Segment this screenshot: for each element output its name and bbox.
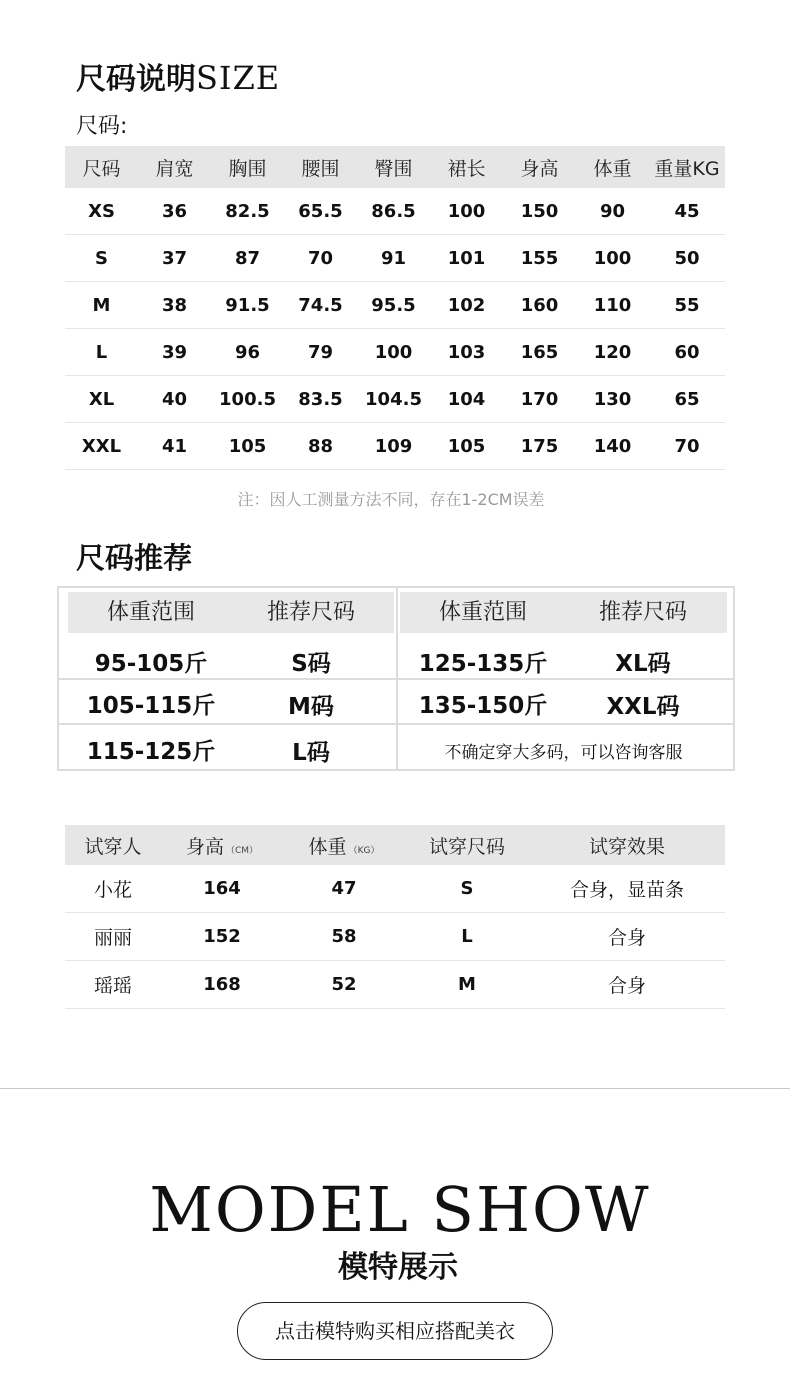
size-table-cell: 95.5 (357, 282, 430, 329)
size-table-row (65, 282, 725, 329)
trial-table-cell: 合身 (529, 961, 725, 1009)
size-table-cell: 120 (576, 329, 649, 376)
size-table (65, 146, 725, 470)
size-table-cell: 70 (649, 423, 725, 470)
size-table-cell: 140 (576, 423, 649, 470)
recommend-header-left (68, 592, 394, 633)
trial-table-row (65, 913, 725, 961)
size-table-cell: 101 (430, 235, 503, 282)
trial-header-cell: 体重 （KG） (283, 825, 405, 865)
recommend-header-cell: 推荐尺码 (598, 600, 687, 625)
trial-table-header (65, 825, 725, 865)
size-table-cell: 65.5 (284, 188, 357, 235)
size-table-cell: 109 (357, 423, 430, 470)
size-header-cell: 肩宽 (138, 146, 211, 188)
size-table-cell: 104 (430, 376, 503, 423)
trial-table-cell: 168 (161, 961, 283, 1009)
size-table-cell: 104.5 (357, 376, 430, 423)
trial-table (65, 825, 725, 1009)
size-table-cell: 70 (284, 235, 357, 282)
size-table-cell: 39 (138, 329, 211, 376)
recommend-section-title: 尺码推荐 (76, 541, 193, 575)
size-table-cell: L (65, 329, 138, 376)
size-header-cell: 体重 (576, 146, 649, 188)
size-table-cell: 170 (503, 376, 576, 423)
size-table-cell: 37 (138, 235, 211, 282)
size-table-cell: 100 (430, 188, 503, 235)
trial-header-cell: 试穿尺码 (405, 825, 529, 865)
size-table-cell: 100 (576, 235, 649, 282)
size-table-cell: S (65, 235, 138, 282)
size-table-cell: 60 (649, 329, 725, 376)
recommend-weight: 115-125斤 (86, 739, 216, 765)
size-header-cell: 胸围 (211, 146, 284, 188)
recommend-weight: 135-150斤 (418, 693, 548, 719)
trial-table-cell: 丽丽 (65, 913, 161, 961)
size-section-title (76, 58, 280, 100)
size-table-row (65, 423, 725, 470)
size-table-cell: 55 (649, 282, 725, 329)
size-table-header (65, 146, 725, 188)
size-table-cell: 90 (576, 188, 649, 235)
size-table-cell: 74.5 (284, 282, 357, 329)
size-header-cell: 腰围 (284, 146, 357, 188)
size-table-cell: 50 (649, 235, 725, 282)
unit-label: （KG） (348, 845, 380, 856)
size-table-cell: XXL (65, 423, 138, 470)
size-table-cell: 105 (430, 423, 503, 470)
size-header-cell: 身高 (503, 146, 576, 188)
size-table-cell: XS (65, 188, 138, 235)
model-show-title: MODEL SHOW (149, 1173, 651, 1246)
recommend-header-right (400, 592, 727, 633)
size-table-cell: 91 (357, 235, 430, 282)
size-table-cell: 79 (284, 329, 357, 376)
size-table-row (65, 376, 725, 423)
trial-table-cell: S (405, 865, 529, 913)
recommend-weight: 95-105斤 (94, 651, 208, 677)
recommend-weight: 125-135斤 (418, 651, 548, 677)
size-table-cell: 165 (503, 329, 576, 376)
size-header-cell: 裙长 (430, 146, 503, 188)
model-show-subtitle: 模特展示 (338, 1250, 458, 1285)
trial-table-cell: L (405, 913, 529, 961)
size-table-cell: 88 (284, 423, 357, 470)
trial-table-cell: 152 (161, 913, 283, 961)
trial-table-cell: 47 (283, 865, 405, 913)
recommend-size: M码 (288, 694, 334, 720)
size-table-cell: 40 (138, 376, 211, 423)
size-table-cell: 175 (503, 423, 576, 470)
size-table-cell: 87 (211, 235, 284, 282)
size-table-cell: 86.5 (357, 188, 430, 235)
recommend-header-cell: 推荐尺码 (266, 600, 355, 625)
trial-header-cell: 试穿人 (65, 825, 161, 865)
size-table-cell: 155 (503, 235, 576, 282)
measurement-note: 注：因人工测量方法不同，存在1-2CM误差 (237, 490, 545, 509)
size-table-cell: 45 (649, 188, 725, 235)
size-table-cell: 102 (430, 282, 503, 329)
trial-table-cell: 58 (283, 913, 405, 961)
size-table-cell: 100 (357, 329, 430, 376)
size-subtitle: 尺码: (76, 114, 128, 139)
size-table-cell: 150 (503, 188, 576, 235)
recommend-size: XXL码 (606, 694, 680, 720)
trial-table-row (65, 961, 725, 1009)
recommend-size: XL码 (615, 651, 671, 677)
size-table-cell: 160 (503, 282, 576, 329)
size-table-cell: 105 (211, 423, 284, 470)
trial-table-cell: 合身 (529, 913, 725, 961)
size-table-row (65, 329, 725, 376)
size-table-row (65, 188, 725, 235)
unit-label: （CM） (225, 845, 259, 856)
trial-header-cell: 试穿效果 (529, 825, 725, 865)
recommend-header-cell: 体重范围 (106, 600, 195, 625)
size-table-row (65, 235, 725, 282)
recommend-weight: 105-115斤 (86, 693, 216, 719)
size-table-cell: 83.5 (284, 376, 357, 423)
size-table-cell: M (65, 282, 138, 329)
recommend-row-divider (59, 678, 733, 680)
recommend-header-cell: 体重范围 (438, 600, 527, 625)
trial-table-cell: 52 (283, 961, 405, 1009)
size-table-cell: 36 (138, 188, 211, 235)
size-table-cell: 65 (649, 376, 725, 423)
size-header-cell: 尺码 (65, 146, 138, 188)
size-table-cell: 38 (138, 282, 211, 329)
size-table-cell: 96 (211, 329, 284, 376)
size-table-cell: 100.5 (211, 376, 284, 423)
size-header-cell: 臀围 (357, 146, 430, 188)
trial-table-cell: 小花 (65, 865, 161, 913)
trial-table-cell: 164 (161, 865, 283, 913)
size-title-en: SIZE (196, 59, 281, 97)
trial-table-cell: 合身，显苗条 (529, 865, 725, 913)
size-table-cell: 91.5 (211, 282, 284, 329)
trial-table-cell: M (405, 961, 529, 1009)
size-table-cell: 82.5 (211, 188, 284, 235)
section-divider (0, 1088, 790, 1089)
size-table-cell: XL (65, 376, 138, 423)
recommend-size: L码 (292, 740, 330, 766)
size-table-cell: 110 (576, 282, 649, 329)
recommend-size: S码 (291, 651, 331, 677)
recommend-row-divider (59, 723, 733, 725)
recommend-consult-note: 不确定穿大多码，可以咨询客服 (444, 743, 683, 763)
size-title-cn: 尺码说明 (76, 62, 196, 97)
trial-table-cell: 瑶瑶 (65, 961, 161, 1009)
size-table-cell: 41 (138, 423, 211, 470)
size-table-cell: 130 (576, 376, 649, 423)
size-header-cell: 重量KG (649, 146, 725, 188)
buy-matching-outfit-button[interactable]: 点击模特购买相应搭配美衣 (237, 1302, 553, 1360)
trial-header-cell: 身高 （CM） (161, 825, 283, 865)
size-table-cell: 103 (430, 329, 503, 376)
trial-table-row (65, 865, 725, 913)
